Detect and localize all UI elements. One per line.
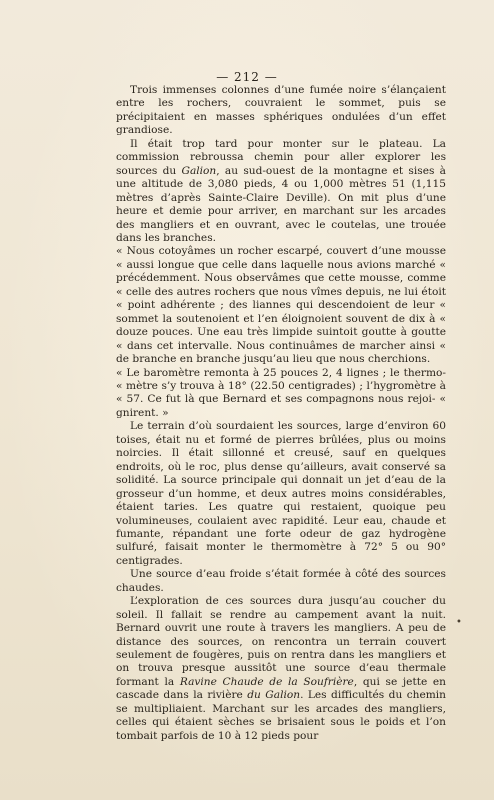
paragraph-commission-start: Il était trop tard pour monter sur le plateau. La commission rebroussa chemin pour aller explorer les sources du <box>116 137 446 177</box>
place-name-ravine-chaude: Ravine Chaude de la Soufrière <box>179 675 354 688</box>
margin-mark: • <box>456 617 462 628</box>
paragraph-terrain: Le terrain d’où sourdaient les sources, large d’environ 60 toises, était nu et formé de pierres brûlées, plus ou moins noircies. Il était sillonné et creusé, sauf en quelques endroits, où le roc, plus dense qu’ailleurs, avait conservé sa solidité. La source principale qui donnait un jet d’eau de la grosseur d’un homme, et deux autres moins considérables, étaient taries. Les quatre qui restaient, quoique peu volumineuses, coulaient avec rapidité. Leur eau, chaude et fumante, répandant une forte odeur de gaz hydrogène sulfuré, faisait monter le thermomètre à 72° 5 ou 90° centigrades. <box>116 420 446 567</box>
page-number: — 212 — <box>216 70 278 84</box>
paragraph-commission <box>116 138 446 246</box>
paragraph-colonnes: Trois immenses colonnes d’une fumée noire s’élançaient entre les rochers, couvraient le sommet, puis se précipitaient en masses sphériques ondulées d’un effet grandiose. <box>116 84 446 137</box>
quotation-mousse: « Nous cotoyâmes un rocher escarpé, couvert d’une mousse « aussi longue que celle dans laquelle nous avions marché « précédemment. Nous observâmes que cette mousse, comme « celle des autres rochers que nous vîmes depuis, ne lui étoit « point adhérente ; des liannes qui descendoient de leur « sommet la soutenoient et l’en éloignoient souvent de dix à « douze pouces. Une eau très limpide suintoit goutte à goutte « dans cet intervalle. Nous continuâmes de marcher ainsi « de branche en branche jusqu’au lieu que nous cherchions. <box>116 245 446 366</box>
paragraph-exploration <box>116 595 446 743</box>
paragraph-exploration-mid: , qui se jette en cascade dans la rivière <box>116 675 446 702</box>
quotation-barometre: « Le baromètre remonta à 25 pouces 2, 4 lignes ; le thermo- « mètre s’y trouva à 18° (22.50 centigrades) ; l’hygromètre à « 57. Ce fut là que Bernard et ses compagnons nous rejoi- « gnirent. » <box>116 366 446 419</box>
paragraph-source-froide: Une source d’eau froide s’était formée à côté des sources chaudes. <box>116 568 446 594</box>
paragraph-exploration-start: L’exploration de ces sources dura jusqu’au coucher du soleil. Il fallait se rendre au campement avant la nuit. Bernard ouvrit une route à travers les mangliers. A peu de distance des sources, on rencontra un terrain couvert seulement de fougères, puis on rentra dans les mangliers et on trouva presque aussitôt une source d’eau thermale formant la <box>116 595 446 688</box>
paragraph-exploration-end: . Les difficultés du chemin se multipliaient. Marchant sur les arcades des mangliers, celles qui étaient sèches se brisaient sous le poids et l’on tombait parfois de 10 à 12 pieds pour <box>116 689 447 742</box>
place-name-galion: Galion <box>181 164 217 177</box>
place-name-du-galion: du Galion <box>247 689 301 702</box>
paragraph-commission-end: , au sud-ouest de la montagne et sises à une altitude de 3,080 pieds, 4 ou 1,000 mètres 51 (1,115 mètres d’après Sainte-Claire Deville). On mit plus d’une heure et demie pour arriver, en marchant sur les arcades des mangliers et en ouvrant, avec le coutelas, une trouée dans les branches. <box>116 164 446 244</box>
body-text <box>116 84 446 743</box>
